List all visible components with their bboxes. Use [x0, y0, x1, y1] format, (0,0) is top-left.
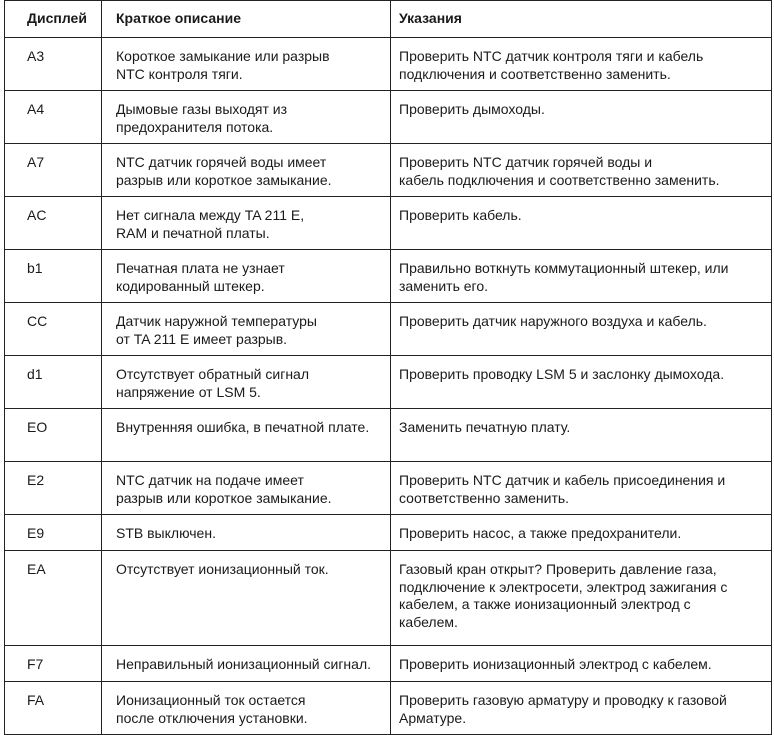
error-description: Неправильный ионизационный сигнал.	[102, 646, 391, 682]
error-instructions: Проверить дымоходы.	[391, 91, 772, 144]
error-code: FA	[5, 682, 102, 735]
table-row	[5, 197, 772, 250]
error-code: A4	[5, 91, 102, 144]
error-description: Короткое замыкание или разрыв NTC контроля тяги.	[102, 38, 391, 91]
error-description: NTC датчик горячей воды имеет разрыв или короткое замыкание.	[102, 144, 391, 197]
table-row	[5, 303, 772, 356]
error-description: Датчик наружной температуры от TA 211 E имеет разрыв.	[102, 303, 391, 356]
error-code: AC	[5, 197, 102, 250]
error-code: E9	[5, 515, 102, 551]
table-row	[5, 38, 772, 91]
error-instructions: Газовый кран открыт? Проверить давление газа, подключение к электросети, электрод зажигания с кабелем, а также ионизационный электрод с кабелем.	[391, 551, 772, 646]
error-instructions: Проверить кабель.	[391, 197, 772, 250]
error-codes-document	[4, 0, 772, 735]
error-instructions: Проверить датчик наружного воздуха и кабель.	[391, 303, 772, 356]
table-row	[5, 551, 772, 646]
error-description: NTC датчик на подаче имеет разрыв или короткое замыкание.	[102, 462, 391, 515]
error-description: Внутренняя ошибка, в печатной плате.	[102, 409, 391, 462]
error-code: EA	[5, 551, 102, 646]
error-code: CC	[5, 303, 102, 356]
table-row	[5, 682, 772, 735]
table-row	[5, 144, 772, 197]
header-display: Дисплей	[5, 1, 102, 38]
error-code: b1	[5, 250, 102, 303]
error-code: F7	[5, 646, 102, 682]
table-row	[5, 250, 772, 303]
error-instructions: Правильно воткнуть коммутационный штекер, или заменить его.	[391, 250, 772, 303]
error-instructions: Проверить газовую арматуру и проводку к газовой Арматуре.	[391, 682, 772, 735]
table-row	[5, 646, 772, 682]
table-header-row	[5, 1, 772, 38]
error-instructions: Проверить насос, а также предохранители.	[391, 515, 772, 551]
error-description: Нет сигнала между TA 211 E, RAM и печатной платы.	[102, 197, 391, 250]
error-instructions: Заменить печатную плату.	[391, 409, 772, 462]
table-row	[5, 462, 772, 515]
error-code: d1	[5, 356, 102, 409]
error-description: Дымовые газы выходят из предохранителя потока.	[102, 91, 391, 144]
error-codes-table	[4, 0, 772, 735]
error-description: Отсутствует обратный сигнал напряжение от LSM 5.	[102, 356, 391, 409]
error-description: STB выключен.	[102, 515, 391, 551]
header-description: Краткое описание	[102, 1, 391, 38]
error-code: A3	[5, 38, 102, 91]
error-description: Ионизационный ток остается после отключения установки.	[102, 682, 391, 735]
error-code: EO	[5, 409, 102, 462]
error-instructions: Проверить NTC датчик горячей воды и кабель подключения и соответственно заменить.	[391, 144, 772, 197]
error-description: Печатная плата не узнает кодированный штекер.	[102, 250, 391, 303]
error-instructions: Проверить проводку LSM 5 и заслонку дымохода.	[391, 356, 772, 409]
table-row	[5, 356, 772, 409]
header-instructions: Указания	[391, 1, 772, 38]
error-code: E2	[5, 462, 102, 515]
table-row	[5, 91, 772, 144]
table-row	[5, 515, 772, 551]
error-instructions: Проверить ионизационный электрод с кабелем.	[391, 646, 772, 682]
error-description: Отсутствует ионизационный ток.	[102, 551, 391, 646]
error-instructions: Проверить NTC датчик контроля тяги и кабель подключения и соответственно заменить.	[391, 38, 772, 91]
error-code: A7	[5, 144, 102, 197]
table-row	[5, 409, 772, 462]
error-instructions: Проверить NTC датчик и кабель присоединения и соответственно заменить.	[391, 462, 772, 515]
